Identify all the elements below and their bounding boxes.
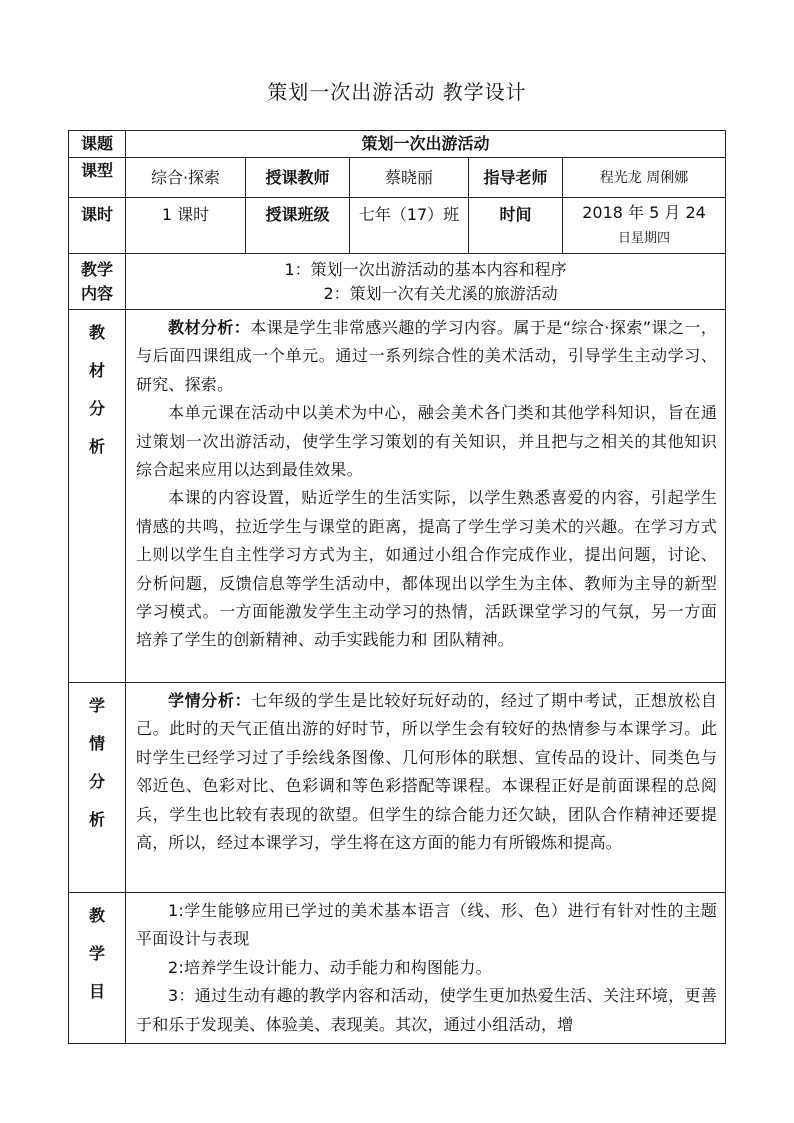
material-paragraph-3: 本课的内容设置，贴近学生的生活实际，以学生熟悉喜爱的内容，引起学生情感的共鸣，拉近学生与课堂的距离，提高了学生学习美术的兴趣。在学习方式上则以学生自主性学习方式为主，如通过小组合作完成作业，提出问题，讨论、分析问题，反馈信息等学生活动中，都体现出以学生为主体、教师为主导的新型学习模式。一方面能激发学生主动学习的热情，活跃课堂学习的气氛，另一方面培养了学生的创新精神、动手实践能力和 团队精神。	[136, 488, 718, 650]
objectives-label-char-1: 教	[88, 906, 105, 925]
student-label-char-2: 情	[88, 734, 105, 753]
content-row	[69, 254, 726, 310]
student-analysis-row	[69, 683, 726, 893]
student-label-char-3: 分	[88, 772, 105, 791]
content-label-line1: 教学	[80, 259, 113, 279]
objectives-label-char-2: 学	[88, 944, 105, 963]
time-label: 时间	[469, 198, 563, 254]
teacher-value: 蔡晓丽	[350, 158, 469, 198]
time-value	[563, 198, 726, 254]
class-value: 七年（17）班	[350, 198, 469, 254]
material-analysis-label	[69, 310, 126, 683]
material-label-char-3: 分	[88, 399, 105, 418]
content-list	[126, 254, 726, 310]
objectives-label-char-3: 目	[88, 982, 105, 1001]
material-analysis-row	[69, 310, 726, 683]
student-para-1: 七年级的学生是比较好玩好动的，经过了期中考试，正想放松自己。此时的天气正值出游的好时节，所以学生会有较好的热情参与本课学习。此时学生已经学习过了手绘线条图像、几何形体的联想、宣传品的设计、同类色与邻近色、色彩对比、色彩调和等色彩搭配等课程。本课程正好是前面课程的总阅兵，学生也比较有表现的欲望。但学生的综合能力还欠缺，团队合作精神还要提高，所以，经过本课学习，学生将在这方面的能力有所锻炼和提高。	[136, 691, 718, 853]
material-analysis-text	[126, 310, 726, 683]
content-item-1: 1：策划一次出游活动的基本内容和程序	[284, 259, 567, 279]
type-label: 课型	[69, 158, 126, 198]
teacher-label: 授课教师	[246, 158, 350, 198]
material-lead: 教材分析：	[168, 318, 251, 337]
student-label-char-4: 析	[88, 810, 105, 829]
material-paragraph-2: 本单元课在活动中以美术为中心，融会美术各门类和其他学科知识，旨在通过策划一次出游活动，使学生学习策划的有关知识，并且把与之相关的其他知识综合起来应用以达到最佳效果。	[136, 403, 718, 480]
content-item-2: 2：策划一次有关尤溪的旅游活动	[323, 283, 558, 303]
objective-item-3: 3：通过生动有趣的教学内容和活动，使学生更加热爱生活、关注环境，更善于和乐于发现美、体验美、表现美。其次，通过小组活动，增	[136, 986, 718, 1034]
hours-value: 1 课时	[126, 198, 246, 254]
student-analysis-label	[69, 683, 126, 893]
student-analysis-text	[126, 683, 726, 893]
content-label	[69, 254, 126, 310]
type-value: 综合·探索	[126, 158, 246, 198]
topic-value: 策划一次出游活动	[126, 131, 726, 158]
student-paragraph-1	[136, 687, 717, 857]
advisor-value: 程光龙 周俐娜	[563, 158, 726, 198]
lesson-plan-table	[68, 130, 726, 1044]
type-row	[69, 158, 726, 198]
hours-row	[69, 198, 726, 254]
objective-item-1: 1:学生能够应用已学过的美术基本语言（线、形、色）进行有针对性的主题平面设计与表现	[136, 901, 718, 949]
objectives-text	[126, 893, 726, 1044]
time-value-line2: 日星期四	[618, 231, 671, 246]
objectives-row	[69, 893, 726, 1044]
objectives-label	[69, 893, 126, 1044]
student-label-char-1: 学	[88, 696, 105, 715]
topic-row	[69, 131, 726, 158]
objective-item-2: 2:培养学生设计能力、动手能力和构图能力。	[168, 957, 492, 977]
material-label-char-4: 析	[88, 437, 105, 456]
hours-label: 课时	[69, 198, 126, 254]
student-lead: 学情分析：	[168, 691, 252, 710]
advisor-label: 指导老师	[469, 158, 563, 198]
material-label-char-1: 教	[88, 323, 105, 342]
material-paragraph-1	[136, 314, 717, 399]
material-para-1: 本课是学生非常感兴趣的学习内容。属于是“综合·探索”课之一，与后面四课组成一个单元。通过一系列综合性的美术活动，引导学生主动学习、研究、探索。	[136, 318, 718, 394]
topic-label: 课题	[69, 131, 126, 158]
content-label-line2: 内容	[80, 283, 113, 303]
class-label: 授课班级	[246, 198, 350, 254]
time-value-line1: 2018 年 5 月 24	[582, 203, 706, 222]
document-title: 策划一次出游活动 教学设计	[267, 80, 527, 104]
material-label-char-2: 材	[88, 361, 105, 380]
